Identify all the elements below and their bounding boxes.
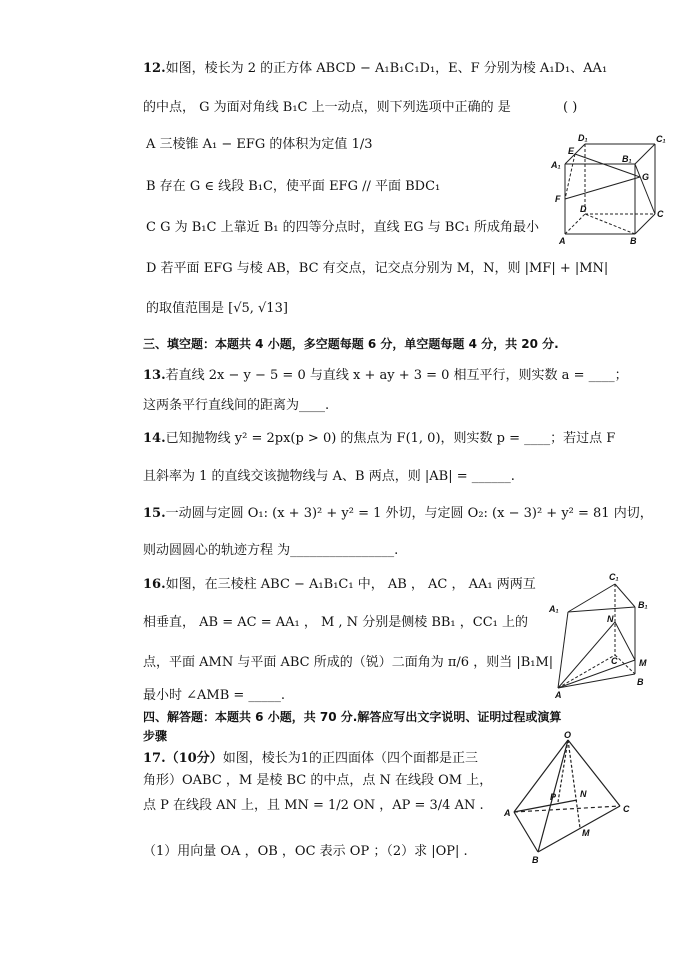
- tetra-label-4: C: [623, 804, 630, 814]
- q15-number: 15.: [143, 506, 166, 521]
- q17-line2: 角形）OABC ，M 是棱 BC 的中点，点 N 在线段 OM 上，: [143, 773, 493, 788]
- q17-line1: [143, 750, 478, 768]
- cube-label-10: B: [630, 236, 637, 246]
- q16-line2: 相垂直， AB = AC = AA₁ ， M , N 分别是侧棱 BB₁ ，CC₁ 上的: [143, 615, 529, 630]
- section-4-heading-line1: 四、解答题：本题共 6 小题，共 70 分.解答应写出文字说明、证明过程或演算: [143, 710, 562, 724]
- q12-option-d-cont: 的取值范围是 [√5, √13]: [146, 301, 288, 316]
- q16-number: 16.: [143, 577, 166, 592]
- q12-bracket: ( ): [563, 100, 578, 115]
- q13-text-1: 若直线 2x − y − 5 = 0 与直线 x + ay + 3 = 0 相互平行，则实数 a = ____；: [165, 368, 628, 383]
- q13-line2: 这两条平行直线间的距离为____.: [143, 398, 330, 413]
- prism-label-2: B₁: [638, 600, 648, 610]
- q12-option-b: B 存在 G ∈ 线段 B₁C，使平面 EFG // 平面 BDC₁: [146, 179, 441, 194]
- q15-line1: [143, 505, 653, 523]
- cube-label-4: B₁: [622, 154, 632, 164]
- q16-line3: 点，平面 AMN 与平面 ABC 所成的（锐）二面角为 π/6 ，则当 |B₁M|: [143, 655, 554, 670]
- cube-label-0: D₁: [578, 133, 588, 143]
- q16-line4: 最小时 ∠AMB = _____.: [143, 688, 286, 703]
- prism-label-1: A₁: [549, 604, 559, 614]
- q12-option-d: D 若平面 EFG 与棱 AB，BC 有交点，记交点分别为 M，N，则 |MF| + |MN|: [146, 261, 609, 276]
- cube-label-2: A₁: [551, 160, 561, 170]
- cube-label-8: C: [657, 209, 664, 219]
- q12-line1: [143, 60, 607, 78]
- q17-score: （10分）: [165, 751, 223, 766]
- prism-label-5: M: [639, 658, 647, 668]
- cube-label-9: A: [559, 236, 566, 246]
- q12-line2: 的中点， G 为面对角线 B₁C 上一动点，则下列选项中正确的 是: [143, 100, 511, 115]
- q15-line2: 则动圆圆心的轨迹方程 为________________.: [143, 543, 399, 558]
- q16-text-1: 如图，在三棱柱 ABC − A₁B₁C₁ 中， AB ， AC ， AA₁ 两两互: [165, 577, 536, 592]
- q12-text-1: 如图，棱长为 2 的正方体 ABCD − A₁B₁C₁D₁，E、F 分别为棱 A₁D₁、AA₁: [165, 61, 608, 76]
- q12-number: 12.: [143, 61, 166, 76]
- prism-label-4: C: [611, 656, 618, 666]
- tetra-label-6: B: [532, 855, 539, 865]
- prism-figure: [543, 570, 663, 700]
- tetra-label-3: A: [504, 808, 511, 818]
- cube-figure: [550, 132, 675, 247]
- prism-label-0: C₁: [609, 572, 619, 582]
- q14-line2: 且斜率为 1 的直线交该抛物线与 A、B 两点，则 |AB| = ______.: [143, 469, 515, 484]
- q13-number: 13.: [143, 368, 166, 383]
- prism-label-3: N: [607, 614, 614, 624]
- q17-text-1: 如图，棱长为1的正四面体（四个面都是正三: [222, 751, 478, 766]
- prism-label-6: B: [637, 677, 644, 687]
- section-3-heading: 三、填空题：本题共 4 小题，多空题每题 6 分，单空题每题 4 分，共 20 分.: [143, 337, 559, 351]
- cube-label-6: F: [555, 194, 561, 204]
- q15-text-1: 一动圆与定圆 O₁: (x + 3)² + y² = 1 外切，与定圆 O₂: (x − 3)² + y² = 81 内切，: [165, 506, 653, 521]
- cube-label-1: C₁: [656, 134, 666, 144]
- cube-label-5: G: [642, 172, 650, 182]
- q14-line1: [143, 430, 615, 448]
- q17-line3: 点 P 在线段 AN 上，且 MN = 1/2 ON ，AP = 3/4 AN .: [143, 798, 484, 813]
- section-4-heading-line2: 步骤: [143, 729, 168, 743]
- q12-option-a: A 三棱锥 A₁ − EFG 的体积为定值 1/3: [146, 137, 373, 152]
- q17-line4: （1）用向量 OA ，OB ，OC 表示 OP ；（2）求 |OP| .: [143, 844, 468, 859]
- prism-label-7: A: [555, 690, 562, 700]
- q16-line1: [143, 576, 536, 594]
- q12-option-c: C G 为 B₁C 上靠近 B₁ 的四等分点时，直线 EG 与 BC₁ 所成角最小: [146, 220, 539, 235]
- q13-line1: [143, 367, 628, 385]
- q14-text-1: 已知抛物线 y² = 2px(p > 0) 的焦点为 F(1, 0)，则实数 p = ____；若过点 F: [165, 431, 616, 446]
- tetra-label-0: O: [564, 730, 572, 740]
- tetra-label-1: P: [550, 792, 557, 802]
- tetrahedron-figure: [500, 730, 650, 865]
- tetra-label-2: N: [580, 789, 587, 799]
- q14-number: 14.: [143, 431, 166, 446]
- cube-label-7: D: [580, 204, 587, 214]
- q17-number: 17.: [143, 751, 166, 766]
- tetra-label-5: M: [582, 828, 590, 838]
- cube-label-3: E: [568, 146, 575, 156]
